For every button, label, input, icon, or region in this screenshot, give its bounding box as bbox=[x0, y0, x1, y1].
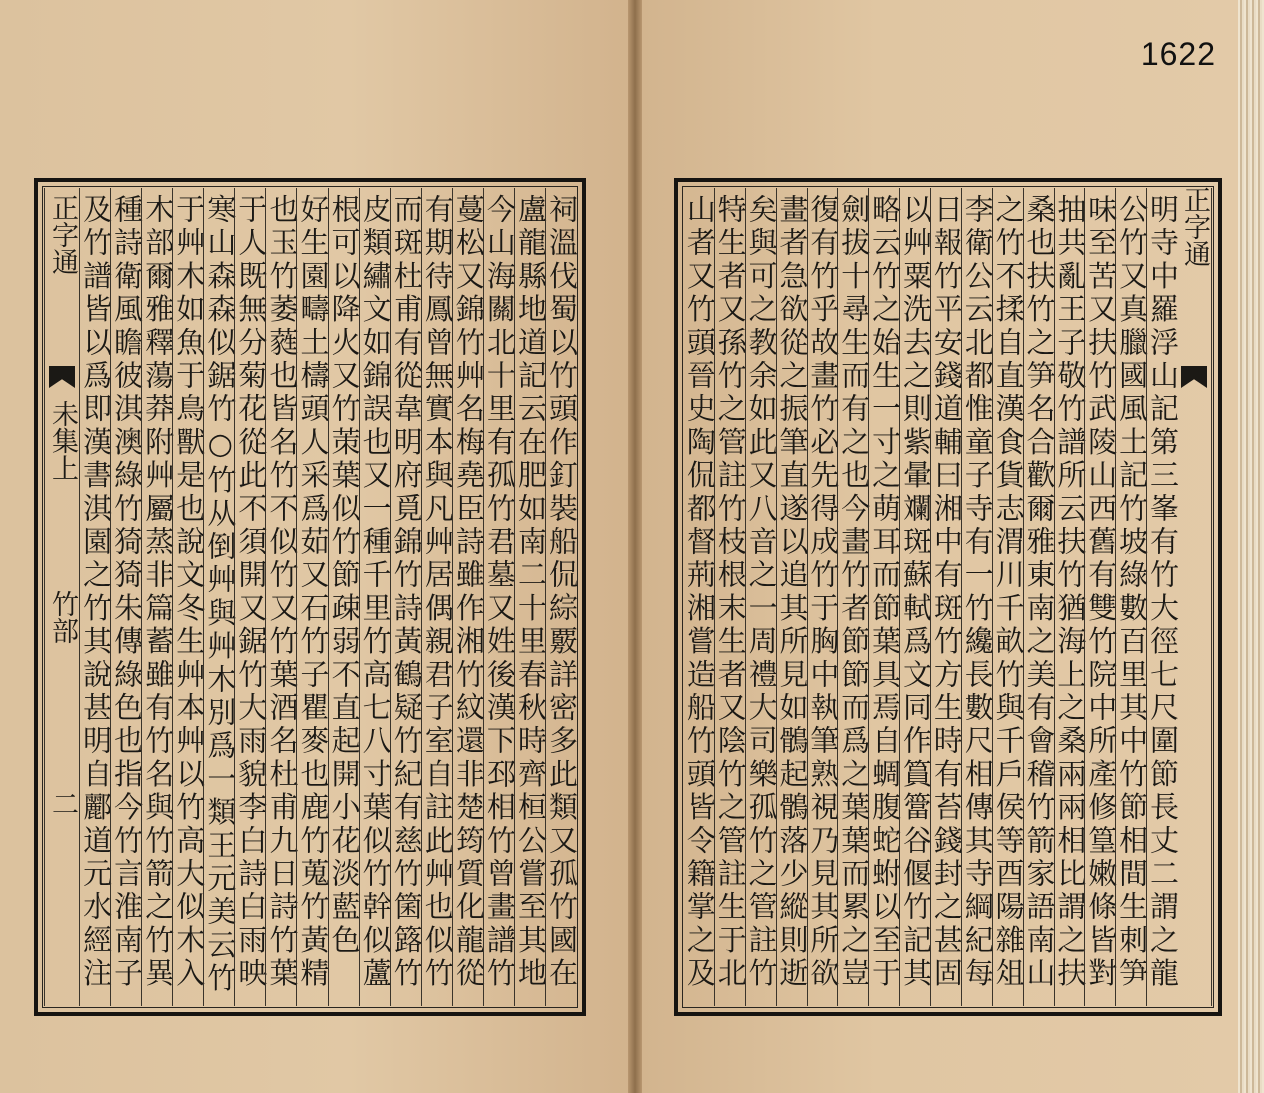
text-column: 特生者又孫竹之管註竹枝根末生者又陰竹之管註生于北 bbox=[714, 188, 745, 1006]
text-column: 抽共亂王子敬竹譜所云扶竹猶海上之桑兩兩相比謂之扶 bbox=[1054, 188, 1085, 1006]
text-column: 山者又竹頭晉史陶侃都督荊湘嘗造船竹頭皆令籍掌之及 bbox=[682, 194, 717, 991]
text-column: 李衛公云北都惟童子寺有一竹纔長數尺相傳其寺綱紀每 bbox=[961, 188, 992, 1006]
fishtail-mark bbox=[49, 366, 75, 388]
text-column: 矣與可之教余如此又八音之一周禮大司樂孤竹之管註竹 bbox=[745, 188, 776, 1006]
text-column: 蔓松又錦竹艸名梅堯臣詩雖作湘竹紋還非楚筠質化龍從 bbox=[452, 188, 483, 1006]
text-column: 味至苦又扶竹武陵山西舊有雙竹院中所產修篁嫩條皆對 bbox=[1084, 188, 1115, 1006]
fishtail-mark bbox=[1181, 366, 1207, 388]
text-column: 而斑杜甫有從韋明府覓錦竹詩黃鶴疑竹紀有慈竹箘簬竹 bbox=[390, 188, 421, 1006]
text-column: 及竹譜皆以爲即漢書淇園之竹其說甚明自酈道元水經注 bbox=[79, 188, 110, 1006]
text-column: 畫者急欲從之振筆直遂以追其所見如鶻起鶻落少縱則逝 bbox=[776, 188, 807, 1006]
text-column: 公竹又真臘國風土記竹坡綠數百里其中竹節相間生刺笋 bbox=[1115, 188, 1146, 1006]
margin-section: 竹部 bbox=[47, 590, 78, 644]
margin-book-title: 正字通 bbox=[1179, 186, 1210, 267]
text-column: 于艸木如魚于鳥獸是也說文冬生艸本艸以竹高大似木入 bbox=[172, 188, 203, 1006]
text-column: 也玉竹萎蕤也皆名竹不似竹又竹葉酒名杜甫九日詩竹葉 bbox=[265, 188, 296, 1006]
text-column: 根可以降火又竹茦葉似竹節疎弱不直起開小花淡藍色 bbox=[328, 188, 359, 1006]
text-column: 劍拔十尋生而有之也今畫竹者節節而爲之葉葉而累之豈 bbox=[837, 188, 868, 1006]
text-column: 木部爾雅釋蕩莽附艸屬蒸非篇蓄雖有竹名與竹箭之竹異 bbox=[141, 188, 172, 1006]
left-text-columns bbox=[44, 188, 579, 1006]
right-text-frame bbox=[674, 178, 1222, 1016]
text-column: 祠溫伐蜀以竹頭作釘裝船侃綜覈詳密多此類又孤竹國在 bbox=[545, 188, 576, 1006]
margin-volume: 未集上 bbox=[47, 400, 78, 481]
margin-page-number: 二 bbox=[47, 790, 78, 817]
text-column: 種詩衛風瞻彼淇澳綠竹猗猗朱傳綠色也指今竹言淮南子 bbox=[110, 188, 141, 1006]
text-column: 桑也扶竹之笋名合歡爾雅東南之美有會稽竹箭家語南山 bbox=[1023, 188, 1054, 1006]
right-margin-column bbox=[1177, 188, 1212, 1006]
text-column: 日報竹平安錢道輔曰湘中有斑竹方生時有苔錢封之甚固 bbox=[930, 188, 961, 1006]
text-column: 于人既無分菊花從此不須開又鋸竹大雨貌李白詩白雨映 bbox=[234, 188, 265, 1006]
text-column: 今山海關北十里有孤竹君墓又姓後漢下邳相竹曾畫譜竹 bbox=[483, 188, 514, 1006]
text-column: 復有竹乎故畫竹必先得成竹于胸中執筆熟視乃見其所欲 bbox=[807, 188, 838, 1006]
text-column: 寒山森森似鋸竹○竹从倒艸與艸木別爲一類王元美云竹 bbox=[203, 188, 234, 1006]
text-column: 有期待鳳曾無實本與凡艸居偶親君子室自註此艸也似竹 bbox=[421, 188, 452, 1006]
text-column: 以艸粟洗去之則紫暈斕斑蘇軾爲文同作篔簹谷偃竹記其 bbox=[899, 188, 930, 1006]
text-column: 略云竹之始生一寸之萌耳而節葉具焉自蜩腹蛇蚹以至于 bbox=[868, 188, 899, 1006]
book-gutter bbox=[628, 0, 642, 1093]
left-margin-column bbox=[44, 188, 79, 1006]
text-column: 好生園疇土檮頭人采爲茹又石竹子瞿麥也鹿竹蒐竹黃精 bbox=[296, 188, 327, 1006]
page-edges bbox=[1238, 0, 1264, 1093]
text-column: 盧龍縣地道記云在肥如南二十里春秋時齊桓公嘗至其地 bbox=[514, 188, 545, 1006]
page-number-badge: 1622 bbox=[1140, 36, 1216, 72]
text-column: 皮類繡文如錦誤也又一種千里竹高七八寸葉似竹幹似蘆 bbox=[359, 188, 390, 1006]
margin-book-title: 正字通 bbox=[47, 194, 78, 275]
text-column: 之竹不揉自直漢食貨志渭川千畝竹與千戶侯等酉陽雜俎 bbox=[992, 188, 1023, 1006]
left-text-frame bbox=[34, 178, 586, 1016]
right-text-columns bbox=[684, 188, 1212, 1006]
text-column: 明寺中羅浮山記第三峯有竹大徑七尺圍節長丈二謂之龍 bbox=[1146, 188, 1177, 1006]
